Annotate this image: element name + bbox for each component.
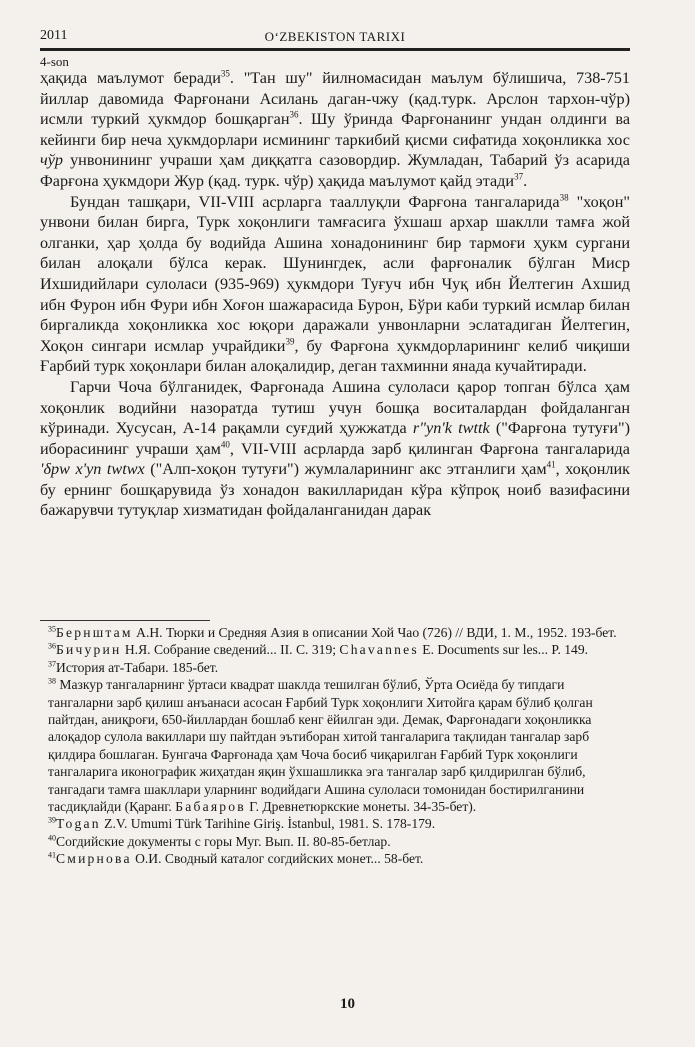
issue-number: 4-son [40, 54, 69, 69]
footnote-ref[interactable]: 40 [220, 439, 230, 450]
paragraph-2: Бундан ташқари, VII-VIII асрларга тааллуқли Фарғона тангаларида$^{38}$ "хоқон" унвони билан бирга, Турк хоқонлиги тамғасига ўхшаш архар шаклли тамға жой олганки, ҳар ҳолда бу водийда Ашина хонадонининг бир тармоғи ҳукм сургани билан алоқали бўлса керак. Шунингдек, асли фарғоналик бўлган Миср Ихшидийлари сулоласи (935-969) ҳукмдори Туғуч ибн Чуқ ибн Йелтегин Ахшид ибн Фурон ибн Фури ибн Хоғон шажарасида Бурон, Бўри каби туркий исмлар билан биргаликда хоқонликка хос юқори даражали унвонларни эслатадиган Йелтегин, Хоқон сингари исмлар учрайдики$^{39}$, бу Фарғона ҳукмдорларининг келиб чиқиши Ғарбий турк хоқонлари билан алоқалидир, деган тахминни янада кучайтиради. [40, 192, 630, 376]
footnote-38: $^{38}$ Мазкур тангаларнинг ўртаси квадрат шаклда тешилган бўлиб, Ўрта Осиёда бу типдаги тангаларни зарб қилиш анъанаси асосан Ғарбий Турк хоқонлиги Хитойга қарам бўлиб қолган пайтдан, аниқроғи, 650-йиллардан бошлаб кенг ёйилган эди. Демак, Фарғонадаги хоқонликка алоқадор сулола вакиллари шу пайтдан эътиборан хитой тангаларига тақлидан тангалар зарб қилдира бошлаган. Бунгача Фарғонада ҳам Чоча босиб чиқарилган Ғарбий Турк хоқонлиги тангаларига иконографик жиҳатдан яқин ўхшашликка эга тангалар зарб қилдирилган бўлиб, тангадаги тамға шакллари уларнинг водийдаги Ашина сулоласи томонидан бостирилганини тасдиқлайди (Қаранг. Бабаяров Г. Древнетюркские монеты. 34-35-бет). [48, 676, 593, 815]
footnote-ref[interactable]: 37 [514, 171, 524, 182]
footnote-ref[interactable]: 39 [285, 336, 295, 347]
main-text [40, 68, 630, 521]
paragraph-3: Гарчи Чоча бўлганидек, Фарғонада Ашина сулоласи қарор топган бўлса ҳам хоқонлик водийни назоратда тутиш учун бошқа воситалардан фойдаланган кўринади. Хусусан, А-14 рақамли суғдий ҳужжатда r"yn'k twttk ("Фарғона тутуғи") иборасининг учраши ҳам$^{40}$, VII-VIII асрларда зарб қилинган Фарғона тангаларида 'δpw x'yn twtwx ("Алп-хоқон тутуғи") жумлаларининг акс этганлиги ҳам$^{41}$, хоқонлик бу ернинг бошқарувида ўз хонадон вакилларидан кўра кўпроқ ноиб вазифасини бажарувчи тутуқлар хизматидан фойдаланганидан дарак [40, 377, 630, 520]
footnote-41: $^{41}$Смирнова О.И. Сводный каталог согдийских монет... 58-бет. [48, 850, 424, 867]
footnote-39: $^{39}$Togan Z.V. Umumi Türk Tarihine Giriş. İstanbul, 1981. S. 178-179. [48, 815, 436, 832]
running-header [40, 24, 630, 52]
header-journal-title: O‘ZBEKISTON TARIXI [264, 29, 406, 44]
header-rule [40, 48, 630, 51]
footnotes [48, 624, 630, 868]
footnote-37: $^{37}$История ат-Табари. 185-бет. [48, 659, 219, 675]
footnote-separator [40, 620, 210, 621]
paragraph-1: ҳақида маълумот беради$^{35}$. "Тан шу" йилномасидан маълум бўлишича, 738-751 йиллар давомида Фарғонани Асилань даган-чжу (қад.турк. Арслон тархон-чўр) исмли туркий ҳукмдор бошқарган$^{36}$. Шу ўринда Фарғонанинг ундан олдинги ва кейинги бир неча ҳукмдорлари исмининг таркибий қисми сифатида хоқонликка хос чўр унвонининг учраши ҳам диққатга сазовордир. Жумладан, Табарий ўз асарида Фарғона ҳукмдори Жур (қад. турк. чўр) ҳақида маълумот қайд этади$^{37}$. [40, 68, 630, 190]
footnote-ref[interactable]: 35 [220, 68, 230, 79]
page-number: 10 [340, 996, 355, 1012]
footnote-ref[interactable]: 38 [559, 192, 569, 203]
header-year: 2011 [40, 28, 68, 43]
footnote-40: $^{40}$Согдийские документы с горы Муг. Вып. II. 80-85-бетлар. [48, 833, 391, 849]
footnote-36: $^{36}$Бичурин Н.Я. Собрание сведений... II. С. 319; Chavannes E. Documents sur les... P. 149. [48, 641, 589, 658]
footnote-ref[interactable]: 41 [546, 459, 556, 470]
footnote-ref[interactable]: 36 [289, 109, 299, 120]
footnote-35: $^{35}$Бернштам А.Н. Тюрки и Средняя Азия в описании Хой Чао (726) // ВДИ, 1. М., 1952. 193-бет. [48, 624, 617, 640]
